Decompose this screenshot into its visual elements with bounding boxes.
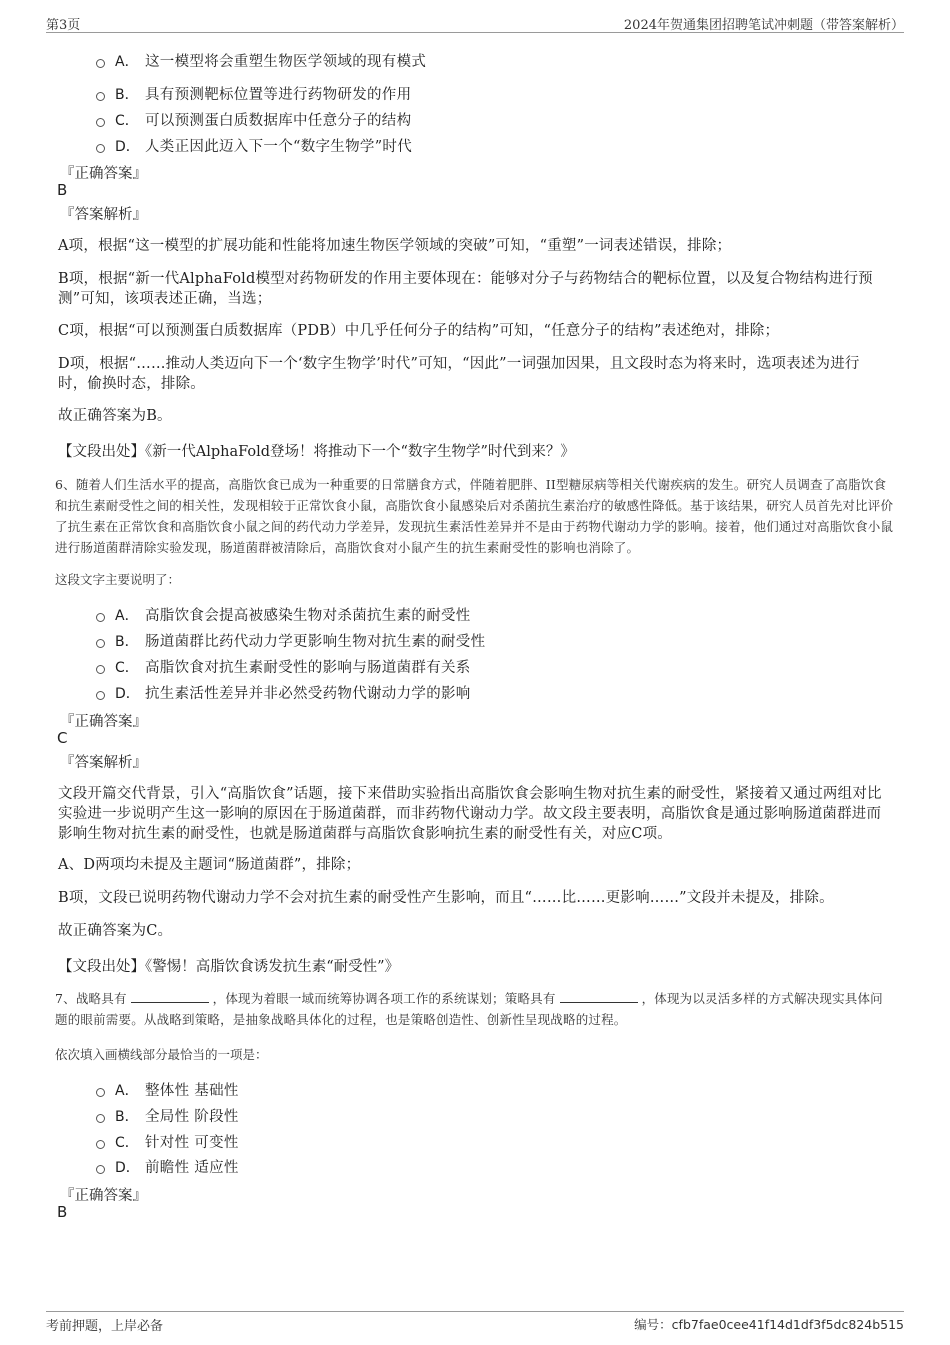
q7-option-a[interactable]: A． 整体性 基础性: [96, 1079, 239, 1100]
q7-option-d[interactable]: D． 前瞻性 适应性: [96, 1156, 239, 1177]
q6-option-d[interactable]: D． 抗生素活性差异并非必然受药物代谢动力学的影响: [96, 682, 471, 703]
q5-analysis-c: C项，根据“可以预测蛋白质数据库（PDB）中几乎任何分子的结构”可知，“任意分子的结构”表述绝对，排除；: [58, 323, 780, 339]
document-code: 编号：cfb7fae0cee41f14d1df3f5dc824b515: [634, 1317, 904, 1332]
q5-option-c[interactable]: C． 可以预测蛋白质数据库中任意分子的结构: [96, 109, 411, 130]
q6-option-c[interactable]: C． 高脂饮食对抗生素耐受性的影响与肠道菌群有关系: [96, 656, 471, 677]
q7-stem: 7、战略具有 ，体现为着眼一域而统筹协调各项工作的系统谋划；策略具有 ，体现为以灵活多样的方式解决现实具体问题的眼前需要。从战略到策略，是抽象战略具体化的过程，也是策略创造性、创新性呈现战略的过程。: [55, 991, 883, 1027]
q6-analysis-b: B项，文段已说明药物代谢动力学不会对抗生素的耐受性产生影响，而且“……比……更影响……”文段并未提及，排除。: [58, 890, 834, 906]
q7-answer-label: 『正确答案』: [60, 1188, 147, 1204]
radio-icon[interactable]: [96, 1165, 105, 1174]
radio-icon[interactable]: [96, 613, 105, 622]
q6-conclusion: 故正确答案为C。: [58, 923, 173, 939]
radio-icon[interactable]: [96, 1088, 105, 1097]
q5-option-b[interactable]: B． 具有预测靶标位置等进行药物研发的作用: [96, 83, 411, 104]
q6-analysis-main: 文段开篇交代背景，引入“高脂饮食”话题，接下来借助实验指出高脂饮食会影响生物对抗生素的耐受性，紧接着又通过两组对比实验进一步说明产生这一影响的原因在于肠道菌群，而非药物代谢动力学。故文段主要表明，高脂饮食是通过影响肠道菌群进而影响生物对抗生素的耐受性，也就是肠道菌群与高脂饮食影响抗生素的耐受性有关，对应C项。: [58, 786, 882, 842]
q5-option-d[interactable]: D． 人类正因此迈入下一个“数字生物学”时代: [96, 135, 412, 156]
page-header: [46, 14, 904, 33]
page-footer: [46, 1311, 904, 1335]
fill-blank-1[interactable]: [131, 990, 209, 1003]
page-number: 第3页: [46, 18, 81, 33]
q5-source: 【文段出处】《新一代AlphaFold登场！将推动下一个“数字生物学”时代到来？》: [58, 444, 575, 460]
q6-answer: C: [57, 729, 68, 747]
q7-option-b[interactable]: B． 全局性 阶段性: [96, 1105, 239, 1126]
q6-analysis-ad: A、D两项均未提及主题词“肠道菌群”，排除；: [58, 857, 361, 873]
q6-prompt: 这段文字主要说明了：: [55, 572, 181, 587]
q5-answer: B: [57, 181, 68, 199]
q6-analysis-label: 『答案解析』: [60, 755, 147, 771]
q5-analysis-b: B项，根据“新一代AlphaFold模型对药物研发的作用主要体现在：能够对分子与药物结合的靶标位置，以及复合物结构进行预测”可知，该项表述正确，当选；: [58, 271, 873, 307]
q5-analysis-d: D项，根据“……推动人类迈向下一个‘数字生物学’时代”可知，“因此”一词强加因果，且文段时态为将来时，选项表述为进行时，偷换时态，排除。: [58, 356, 860, 392]
radio-icon[interactable]: [96, 691, 105, 700]
q5-analysis-label: 『答案解析』: [60, 207, 147, 223]
q6-option-a[interactable]: A． 高脂饮食会提高被感染生物对杀菌抗生素的耐受性: [96, 604, 471, 625]
radio-icon[interactable]: [96, 92, 105, 101]
q6-answer-label: 『正确答案』: [60, 714, 147, 730]
fill-blank-2[interactable]: [560, 990, 638, 1003]
q7-prompt: 依次填入画横线部分最恰当的一项是：: [55, 1047, 268, 1062]
radio-icon[interactable]: [96, 144, 105, 153]
radio-icon[interactable]: [96, 1114, 105, 1123]
q7-answer: B: [57, 1203, 68, 1221]
radio-icon[interactable]: [96, 118, 105, 127]
q5-answer-label: 『正确答案』: [60, 166, 147, 182]
radio-icon[interactable]: [96, 639, 105, 648]
radio-icon[interactable]: [96, 59, 105, 68]
radio-icon[interactable]: [96, 1140, 105, 1149]
document-title: 2024年贺通集团招聘笔试冲刺题（带答案解析）: [623, 18, 904, 33]
q5-analysis-a: A项，根据“这一模型的扩展功能和性能将加速生物医学领域的突破”可知，“重塑”一词表述错误，排除；: [58, 238, 732, 254]
q6-source: 【文段出处】《警惕！高脂饮食诱发抗生素“耐受性”》: [58, 959, 400, 975]
q6-stem: 6、随着人们生活水平的提高，高脂饮食已成为一种重要的日常膳食方式，伴随着肥胖、II型糖尿病等相关代谢疾病的发生。研究人员调查了高脂饮食和抗生素耐受性之间的相关性，发现相较于正常饮食小鼠，高脂饮食小鼠感染后对杀菌抗生素治疗的敏感性降低。基于该结果，研究人员首先对比评价了抗生素在正常饮食和高脂饮食小鼠之间的药代动力学差异，发现抗生素活性差异并不是由于药物代谢动力学的影响。接着，他们通过对高脂饮食小鼠进行肠道菌群清除实验发现，肠道菌群被清除后，高脂饮食对小鼠产生的抗生素耐受性的影响也消除了。: [55, 477, 894, 555]
radio-icon[interactable]: [96, 665, 105, 674]
footer-slogan: 考前押题，上岸必备: [46, 1319, 164, 1334]
q5-option-a[interactable]: A． 这一模型将会重塑生物医学领域的现有模式: [96, 50, 426, 71]
q7-option-c[interactable]: C． 针对性 可变性: [96, 1131, 239, 1152]
q6-option-b[interactable]: B． 肠道菌群比药代动力学更影响生物对抗生素的耐受性: [96, 630, 485, 651]
q5-conclusion: 故正确答案为B。: [58, 408, 172, 424]
